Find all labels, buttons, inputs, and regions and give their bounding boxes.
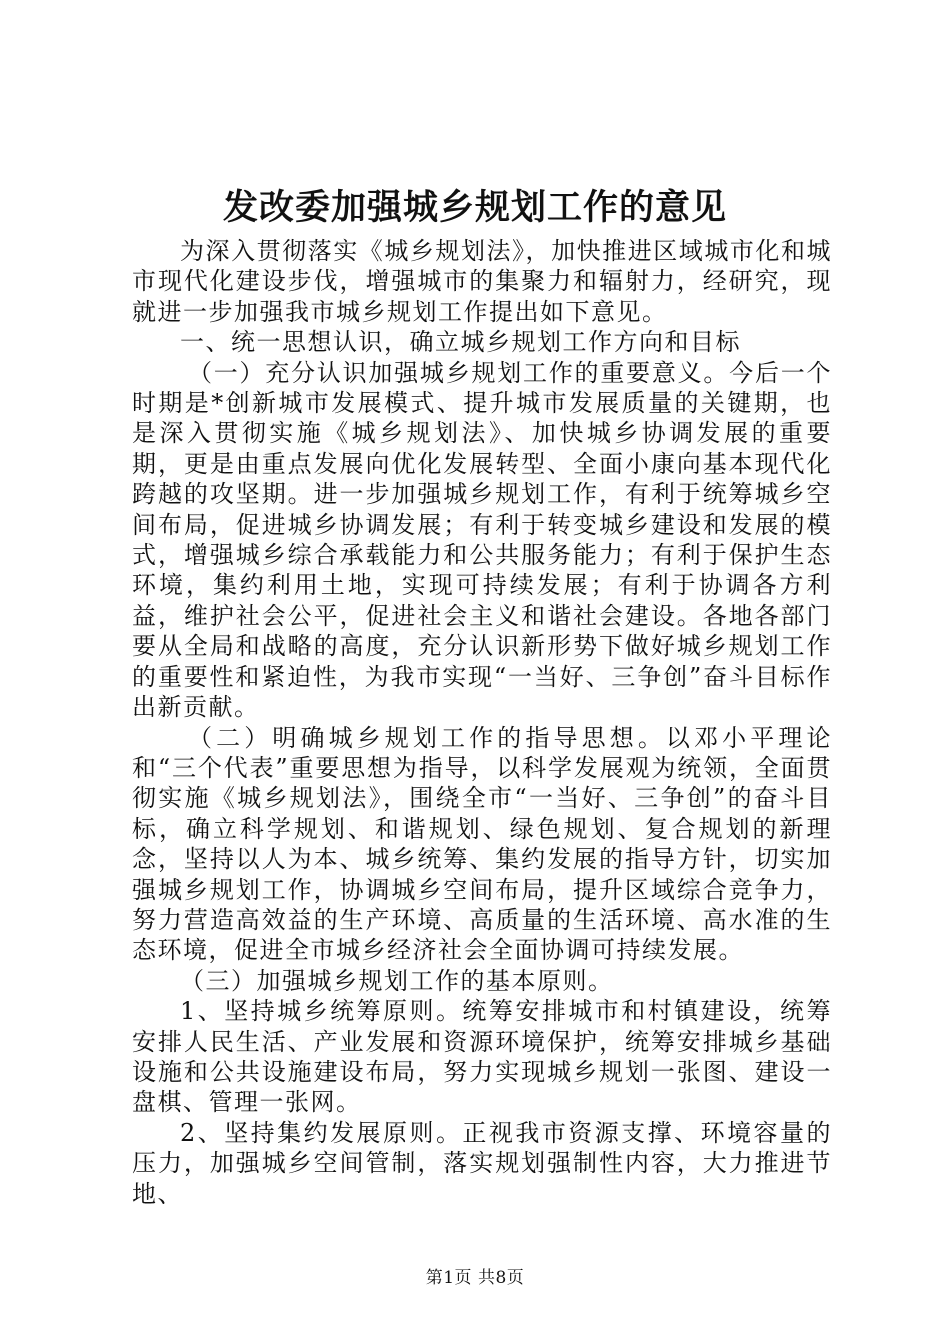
- paragraph-principle-1: 1、坚持城乡统筹原则。统筹安排城市和村镇建设，统筹安排人民生活、产业发展和资源环境保护，统筹安排城乡基础设施和公共设施建设布局，努力实现城乡规划一张图、建设一盘棋、管理一张网。: [132, 997, 832, 1117]
- document-body: [132, 236, 832, 1209]
- document-title: 发改委加强城乡规划工作的意见: [222, 187, 727, 228]
- paragraph-subsection-3: （三）加强城乡规划工作的基本原则。: [180, 966, 614, 995]
- paragraph-subsection-1: （一）充分认识加强城乡规划工作的重要意义。今后一个时期是*创新城市发展模式、提升城市发展质量的关键期，也是深入贯彻实施《城乡规划法》、加快城乡协调发展的重要期，更是由重点发展向优化发展转型、全面小康向基本现代化跨越的攻坚期。进一步加强城乡规划工作，有利于统筹城乡空间布局，促进城乡协调发展；有利于转变城乡建设和发展的模式，增强城乡综合承载能力和公共服务能力；有利于保护生态环境，集约利用土地，实现可持续发展；有利于协调各方利益，维护社会公平，促进社会主义和谐社会建设。各地各部门要从全局和战略的高度，充分认识新形势下做好城乡规划工作的重要性和紧迫性，为我市实现“一当好、三争创”奋斗目标作出新贡献。: [132, 358, 832, 722]
- paragraph-principle-2: 2、坚持集约发展原则。正视我市资源支撑、环境容量的压力，加强城乡空间管制，落实规划强制性内容，大力推进节地、: [132, 1118, 832, 1208]
- page-footer: 第1页 共8页: [425, 1268, 525, 1288]
- paragraph-subsection-2: （二）明确城乡规划工作的指导思想。以邓小平理论和“三个代表”重要思想为指导，以科学发展观为统领，全面贯彻实施《城乡规划法》，围绕全市“一当好、三争创”的奋斗目标，确立科学规划、和谐规划、绿色规划、复合规划的新理念，坚持以人为本、城乡统筹、集约发展的指导方针，切实加强城乡规划工作，协调城乡空间布局，提升区域综合竞争力，努力营造高效益的生产环境、高质量的生活环境、高水准的生态环境，促进全市城乡经济社会全面协调可持续发展。: [132, 723, 832, 965]
- section-heading-1: 一、统一思想认识，确立城乡规划工作方向和目标: [180, 328, 741, 357]
- paragraph-intro: 为深入贯彻落实《城乡规划法》，加快推进区域城市化和城市现代化建设步伐，增强城市的集聚力和辐射力，经研究，现就进一步加强我市城乡规划工作提出如下意见。: [132, 237, 832, 326]
